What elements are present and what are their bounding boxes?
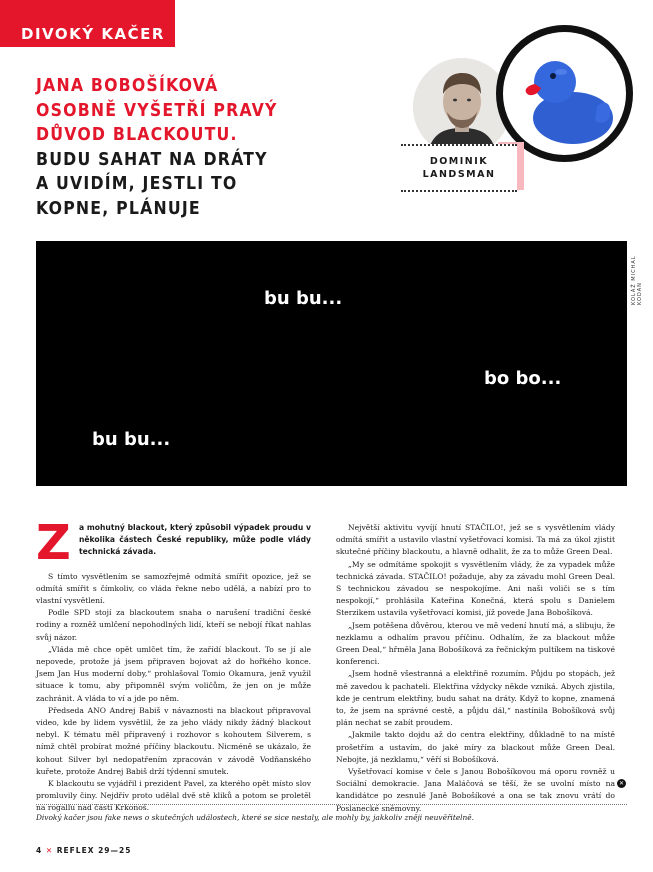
headline [36, 74, 396, 221]
paragraph: Podle SPD stojí za blackoutem snaha o narušení tradiční české rodiny a rozněž umlčení nepohodlných lidí, kteří se nebojí říkat nahlas svůj názor. [36, 608, 311, 642]
drop-cap: Z [36, 515, 71, 571]
page-number: 4 [36, 846, 43, 855]
paragraph: „Jsem potěšena důvěrou, kterou ve mě vedení hnutí má, a slibuju, že nezklamu a odhalím pravou příčinu. Odhalím, že za blackout může Green Deal,“ hřměla Jana Bobošíková za řečnickým pultíkem na tiskové konferenci. [336, 620, 615, 667]
article-column-right [336, 522, 615, 815]
black-banner [36, 241, 627, 486]
disclaimer: Divoký kačer jsou fake news o skutečných událostech, které se sice nestaly, ale mohly by, jakkoliv zněji neuvěřitelně. [36, 813, 475, 822]
rubber-duck-icon [503, 32, 626, 155]
article-column-left [36, 515, 311, 815]
paragraph: S tímto vysvětlením se samozřejmě odmítá smířit opozice, jež se odmítá smířit s čímkoliv, co vláda řekne nebo udělá, a nabízí pro to vlastní vysvětlení. [36, 571, 311, 606]
photo-credit: KOLÁŽ MICHAL KODAN [631, 255, 643, 305]
speech-text: bu bu... [92, 429, 171, 450]
paragraph: „My se odmítáme spokojit s vysvětlením vlády, že za vypadek může technická závada. STAČILO! požaduje, aby za závadu mohl Green Deal. S technickou závadou se nespokojíme. Ani naši voliči se s tím nespokojí,“ prohlásila Kateřina Konečná, která spolu s Danielem Sterzikem ustavila vyšetřovací komisi, jíž povede Jana Bobošíková. [336, 559, 615, 618]
magazine-issue: REFLEX 29—25 [56, 846, 132, 855]
article-lead: a mohutný blackout, který způsobil výpadek proudu v několika částech České republiky, může podle vlády technická závada. [79, 523, 311, 557]
paragraph: K blackoutu se vyjádřil i prezident Pavel, za kterého opět místo slov promluvily činy. Nejdřív proto udělal dvě stě kliků a potom se proletěl na rogallu nad částí Krkonoš. [36, 779, 311, 813]
paragraph: „Jsem hodně všestranná a elektřině rozumím. Půjdu po stopách, jež mě zavedou k pachateli. Elektřina vždycky někde vzniká. Abych zjistila, kde je centrum elektřiny, budu sahat na dráty. Když to kopne, znamená to, že jsem na správné cestě, a půjdu dál,“ nastínila Bobošíková svůj plán nechat se zabít proudem. [336, 669, 615, 728]
paragraph: Předseda ANO Andrej Babiš v návaznosti na blackout připravoval video, kde by lidem vysvětlil, že za jeho vlády nikdy žádný blackout nebyl. K tématu měl připravený i rozhovor s kohoutem Silverem, s nímž chtěl probírat možné příčiny blackoutu. Nicméně se ukázalo, že kohout Silver byl nedopatřením zpracován v závodě Vodňanského kuřete, protože Andrej Babiš drží týdenní smutek. [36, 705, 311, 776]
dotted-divider [36, 804, 627, 805]
paragraph: „Vláda mě chce opět umlčet tím, že zařídí blackout. To se jí ale nepovede, protože já jsem připraven bojovat až do hořkého konce. Jsem Jan Hus moderní doby,“ prohlašoval Tomio Okamura, jenž využil situace k tomu, aby připomněl svým voličům, že jen on je může zachránit. A vláda to ví a jde po něm. [36, 644, 311, 703]
speech-text: bo bo... [484, 368, 562, 389]
headline-line: KOPNE, PLÁNUJE [36, 198, 201, 219]
headline-line: DŮVOD BLACKOUTU. [36, 125, 238, 145]
author-last-name: LANDSMAN [422, 169, 496, 180]
author-stamp [401, 144, 517, 192]
page-footer [36, 846, 131, 855]
headline-line: BUDU SAHAT NA DRÁTY [36, 149, 268, 170]
headline-line: OSOBNĚ VYŠETŘÍ PRAVÝ [36, 100, 278, 121]
footer-separator-icon: ✕ [45, 846, 54, 855]
end-of-article-icon: ✕ [618, 780, 625, 787]
paragraph: Vyšetřovací komise v čele s Janou Bobošíkovou má oporu rovněž u Sociální demokracie. Jana Maláčová se těší, že se uvolní místo na kandidátce po zesnulé Janě Bobošíkové a ona se tak znovu vrátí do Poslanecké sněmovny. [336, 767, 615, 813]
paragraph: „Jakmile takto dojdu až do centra elektřiny, důkladně to na místě prošetřím a ustavím, do jaké míry za blackout může Green Deal. Nebojte, já nezklamu,“ věří si Bobošíková. [336, 730, 615, 764]
paragraph: Největší aktivitu vyvíjí hnutí STAČILO!, jež se s vysvětlením vlády odmítá smířit a ustavilo vlastní vyšetřovací komisi. Ta má za úkol zjistit skutečné příčiny blackoutu, a hlavně odhalit, že za to může Green Deal. [336, 523, 615, 557]
author-portrait [413, 58, 511, 156]
author-photo [413, 58, 511, 156]
speech-text: bu bu... [264, 288, 343, 309]
headline-line: JANA BOBOŠÍKOVÁ [36, 76, 219, 96]
author-first-name: DOMINIK [429, 156, 489, 167]
headline-line: A UVIDÍM, JESTLI TO [36, 174, 238, 194]
section-label: DIVOKÝ KAČER [0, 0, 175, 47]
